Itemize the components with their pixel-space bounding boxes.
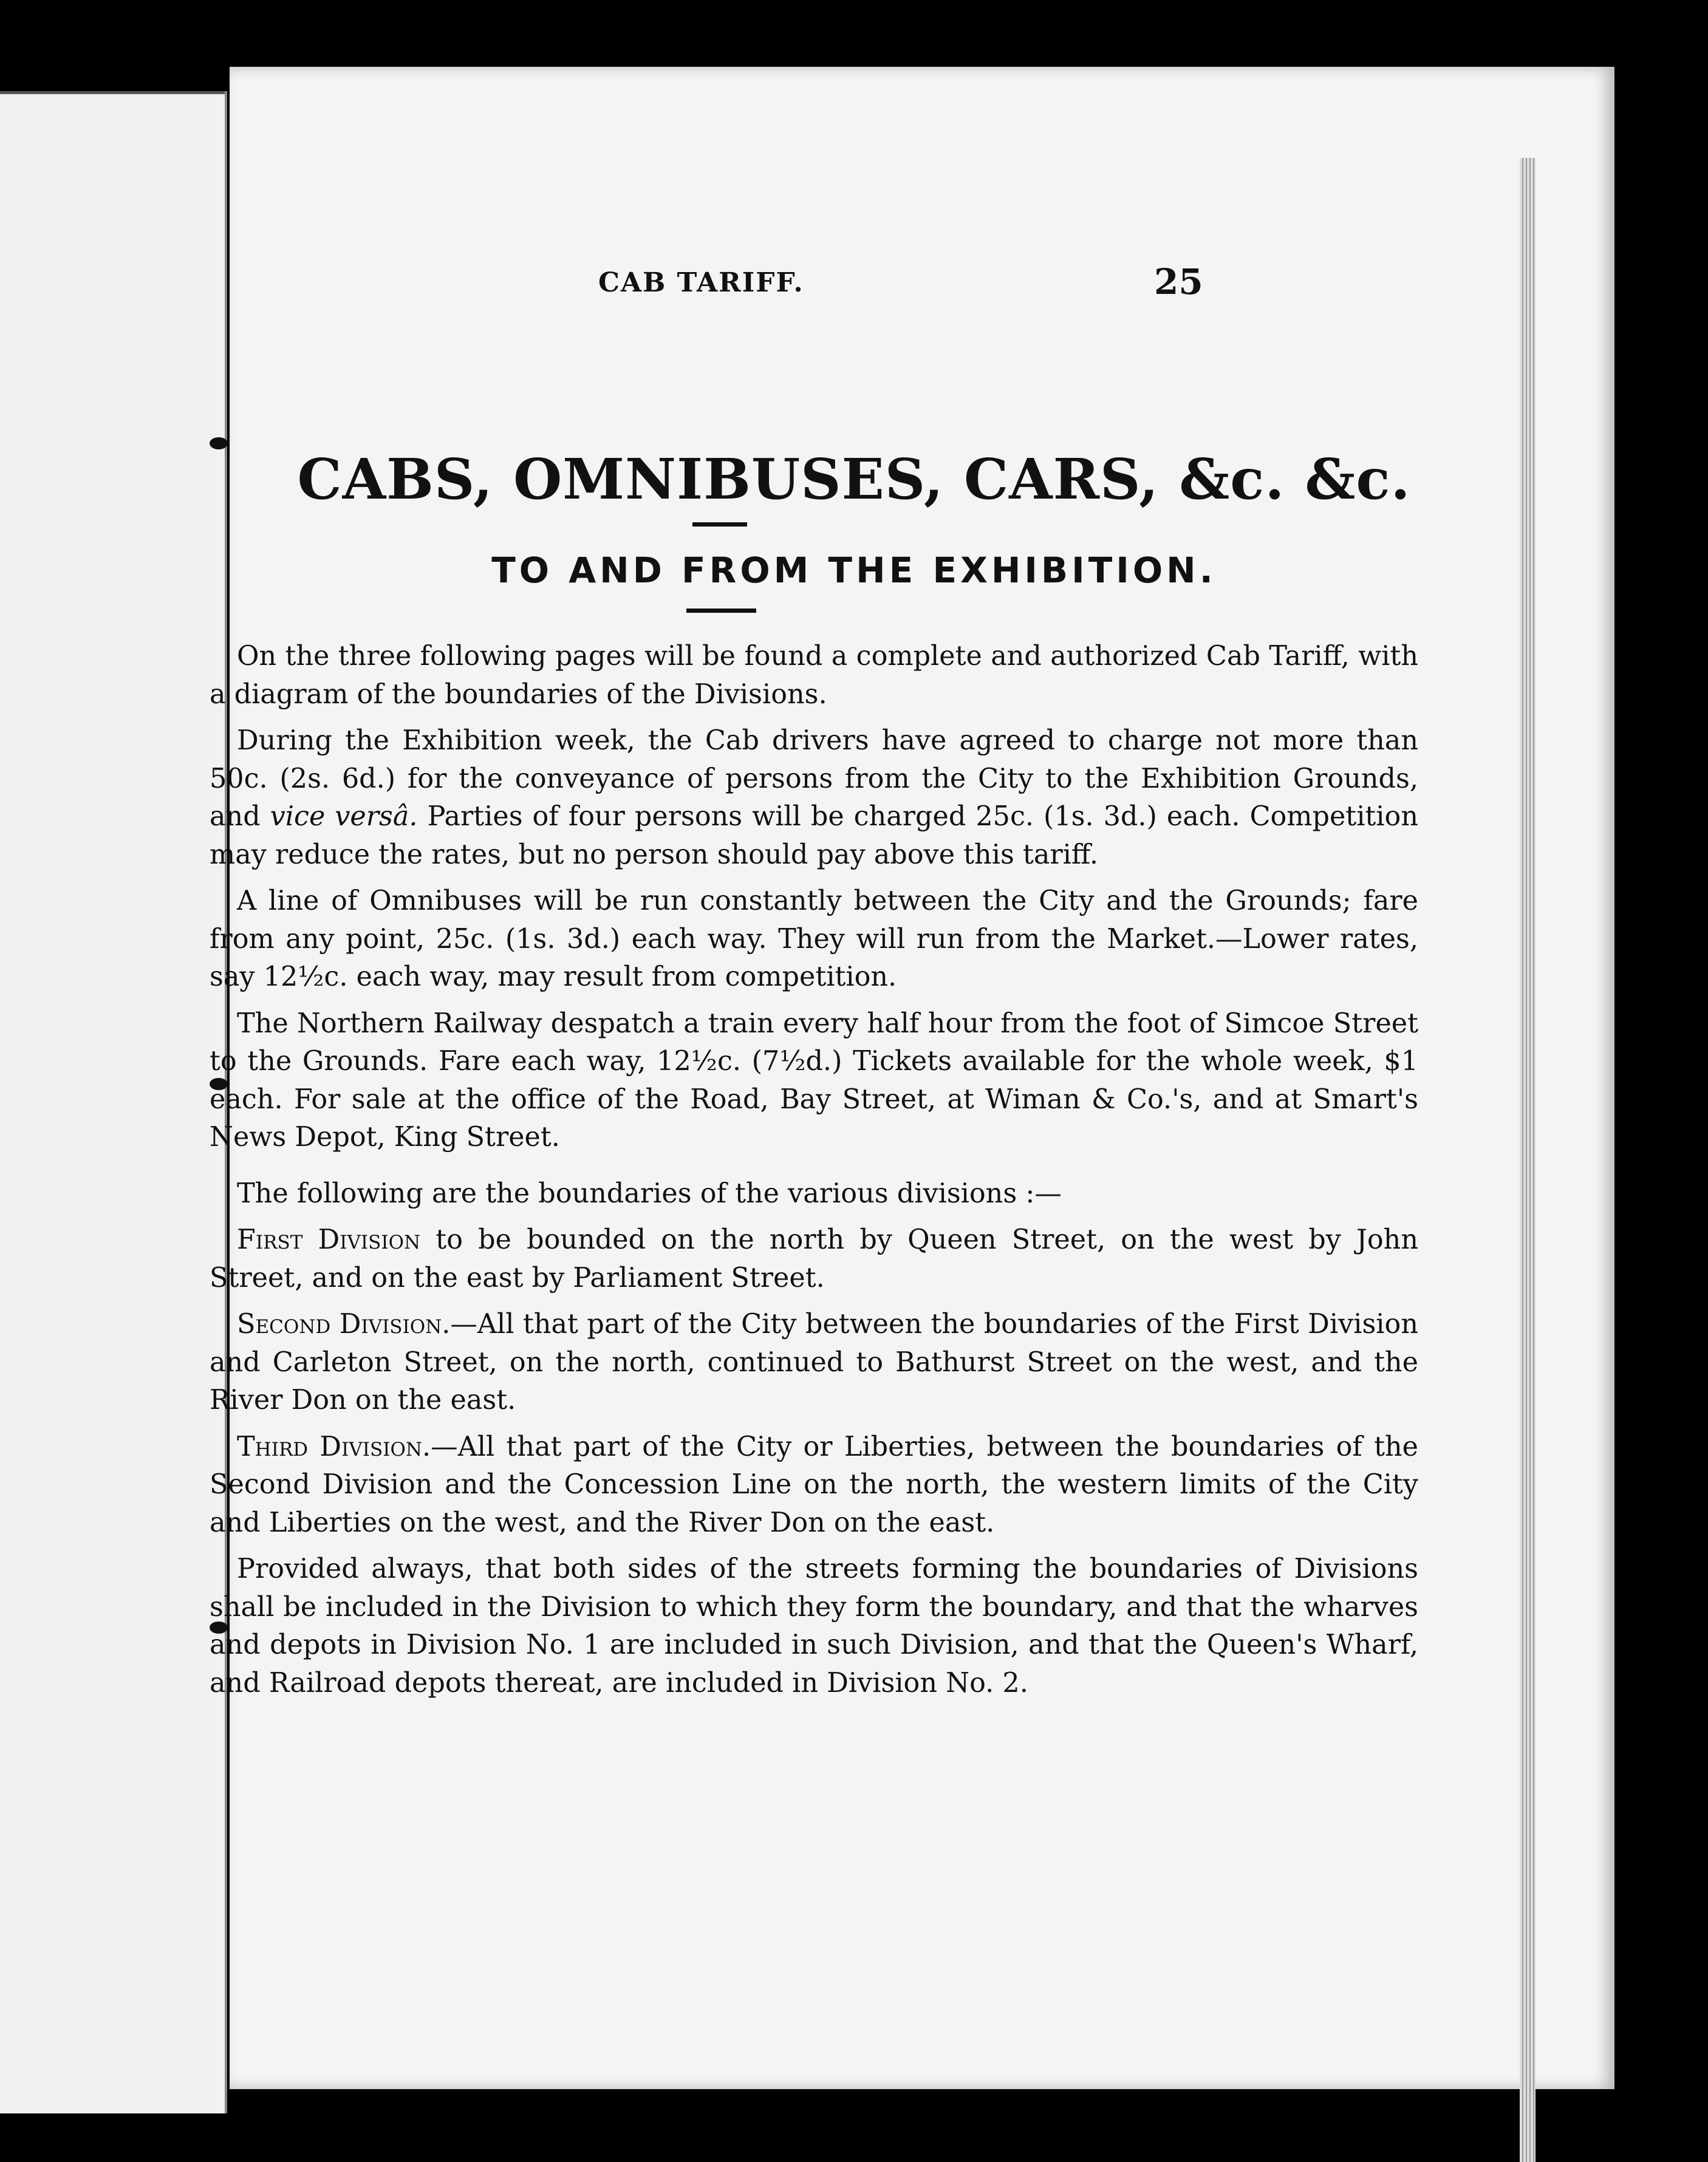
paragraph-third-division	[210, 1428, 1418, 1543]
division-label: First Division	[237, 1224, 421, 1255]
division-label: Third Division.	[237, 1431, 431, 1462]
subtitle-divider	[686, 609, 756, 613]
paragraph-text: to be bounded on the north by Queen Street, on the west by John Street, and on the east by Parliament Street.	[210, 1224, 1419, 1294]
running-title: CAB TARIFF.	[598, 267, 804, 298]
article-body	[210, 638, 1418, 1711]
paragraph-text: —All that part of the City between the boundaries of the First Division and Carleton Street, on the north, continued to Bathurst Street on the west, and the River Don on the east.	[210, 1309, 1418, 1416]
title-divider	[692, 522, 747, 527]
page-number: 25	[1154, 261, 1203, 302]
paragraph-text: Parties of four persons will be charged 25c. (1s. 3d.) each. Competition may reduce the rates, but no person should pay above this tariff.	[210, 801, 1418, 870]
paragraph-cab-rates	[210, 722, 1418, 874]
paragraph-second-division	[210, 1306, 1418, 1420]
page-header	[0, 261, 1708, 310]
paragraph-first-division	[210, 1221, 1418, 1297]
italic-phrase: vice versâ.	[270, 801, 418, 832]
paragraph-tariff-intro: On the three following pages will be found a complete and authorized Cab Tariff, with a diagram of the boundaries of the Divisions.	[210, 641, 1418, 710]
page-subtitle: TO AND FROM THE EXHIBITION.	[491, 550, 1217, 591]
division-label: Second Division.	[237, 1309, 451, 1340]
page-title: CABS, OMNIBUSES, CARS, &c. &c.	[297, 446, 1411, 512]
paragraph-text: During the Exhibition week, the Cab drivers have agreed to charge not more than 50c. (2s. 6d.) for the conveyance of persons from the City to the Exhibition Grounds, and	[210, 725, 1418, 832]
paragraph-omnibuses: A line of Omnibuses will be run constantly between the City and the Grounds; fare from any point, 25c. (1s. 3d.) each way. They will run from the Market.—Lower rates, say 12½c. each way, may result from competition.	[210, 885, 1418, 992]
facing-page-edge	[0, 91, 227, 2113]
paragraph-proviso: Provided always, that both sides of the streets forming the boundaries of Divisions shall be included in the Division to which they form the boundary, and that the wharves and depots in Division No. 1 are included in such Division, and that the Queen's Wharf, and Railroad depots thereat, are included in Division No. 2.	[210, 1553, 1418, 1699]
paragraph-divisions-intro: The following are the boundaries of the various divisions :—	[237, 1178, 1062, 1209]
page-edge-line	[0, 91, 225, 94]
paragraph-railway: The Northern Railway despatch a train every half hour from the foot of Simcoe Street to the Grounds. Fare each way, 12½c. (7½d.) Tickets available for the whole week, $1 each. For sale at the office of the Road, Bay Street, at Wiman & Co.'s, and at Smart's News Depot, King Street.	[210, 1008, 1418, 1153]
paragraph-text: —All that part of the City or Liberties, between the boundaries of the Second Division and the Concession Line on the north, the western limits of the City and Liberties on the west, and the River Don on the east.	[210, 1431, 1419, 1538]
